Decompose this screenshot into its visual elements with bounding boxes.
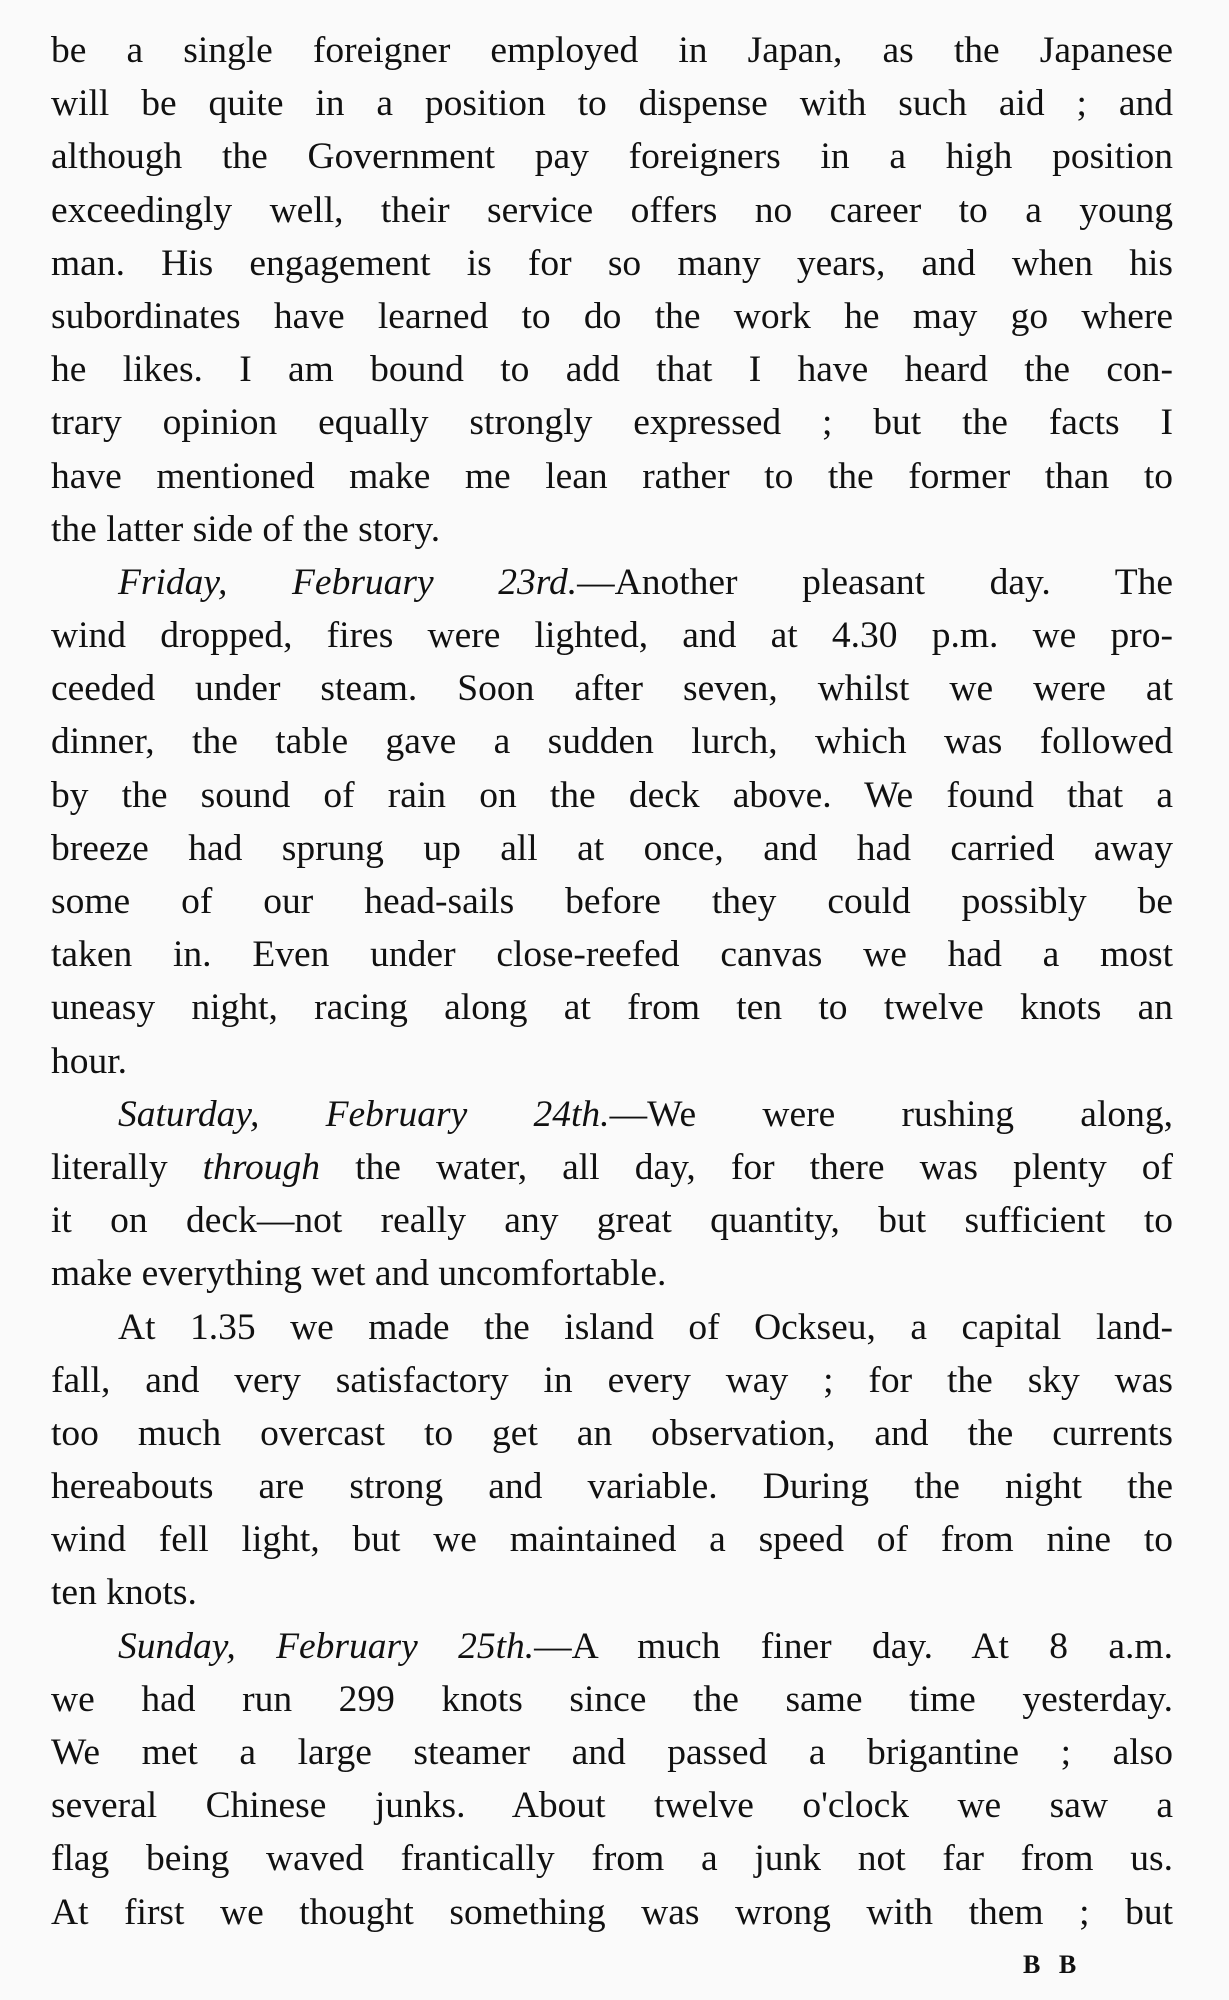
line-text: wind fell light, but we maintained a speed of from nine to	[51, 1519, 1173, 1561]
line-text: dinner, the table gave a sudden lurch, which was followed	[51, 721, 1173, 763]
text-line	[51, 24, 1173, 77]
line-text: hour.	[51, 1040, 128, 1082]
text-line	[51, 396, 1173, 449]
italic-text: Sunday, February 25th.	[118, 1625, 535, 1667]
text-line	[51, 343, 1173, 396]
line-text: man. His engagement is for so many years, and when his	[51, 242, 1173, 284]
line-text: At 1.35 we made the island of Ockseu, a capital land-	[118, 1306, 1173, 1348]
text-line	[51, 1354, 1173, 1407]
line-text: although the Government pay foreigners in a high position	[51, 136, 1173, 178]
line-text: taken in. Even under close-reefed canvas we had a most	[51, 934, 1173, 976]
text-line	[51, 556, 1173, 609]
italic-text: Friday, February 23rd.	[118, 561, 578, 603]
line-text: flag being waved frantically from a junk not far from us.	[51, 1838, 1173, 1880]
text-line	[51, 1726, 1173, 1779]
text-line	[51, 1088, 1173, 1141]
line-text: —Another pleasant day. The	[577, 561, 1173, 603]
text-line	[51, 715, 1173, 768]
text-line	[51, 1620, 1173, 1673]
text-line	[51, 237, 1173, 290]
italic-text: Saturday, February 24th.	[118, 1093, 610, 1135]
line-text: At first we thought something was wrong with them ; but	[51, 1891, 1173, 1933]
line-text: it on deck—not really any great quantity, but sufficient to	[51, 1200, 1173, 1242]
text-line	[51, 1832, 1173, 1885]
text-line	[51, 875, 1173, 928]
line-text: —We were rushing along,	[609, 1093, 1173, 1135]
line-text: by the sound of rain on the deck above. We found that a	[51, 774, 1173, 816]
line-text: exceedingly well, their service offers no career to a young	[51, 189, 1173, 231]
line-text: some of our head-sails before they could possibly be	[51, 881, 1173, 922]
text-line	[51, 769, 1173, 822]
text-line	[51, 1886, 1173, 1939]
line-text: We met a large steamer and passed a brigantine ; also	[51, 1732, 1173, 1773]
line-text: be a single foreigner employed in Japan, as the Japanese	[51, 30, 1173, 71]
line-text: ten knots.	[51, 1572, 197, 1614]
line-text: wind dropped, fires were lighted, and at 4.30 p.m. we pro-	[51, 615, 1173, 657]
text-line	[51, 77, 1173, 130]
line-text: subordinates have learned to do the work he may go where	[51, 295, 1173, 337]
line-text: trary opinion equally strongly expressed ; but the facts I	[51, 402, 1173, 444]
text-line	[51, 822, 1173, 875]
text-line	[51, 1301, 1173, 1354]
line-text: fall, and very satisfactory in every way ; for the sky was	[51, 1359, 1173, 1401]
line-text: will be quite in a position to dispense with such aid ; and	[51, 83, 1173, 125]
text-line	[51, 1194, 1173, 1247]
text-line	[51, 1247, 1173, 1300]
text-line	[51, 1673, 1173, 1726]
text-line	[51, 981, 1173, 1034]
text-line	[51, 1779, 1173, 1832]
text-line	[51, 130, 1173, 183]
line-text: the water, all day, for there was plenty of	[320, 1146, 1173, 1188]
text-line	[51, 1141, 1173, 1194]
line-text: several Chinese junks. About twelve o'clock we saw a	[51, 1785, 1173, 1827]
line-text: breeze had sprung up all at once, and had carried away	[51, 827, 1173, 869]
text-line	[51, 503, 1173, 556]
line-text: the latter side of the story.	[51, 508, 441, 550]
italic-text: through	[202, 1146, 321, 1188]
line-text: ceeded under steam. Soon after seven, whilst we were at	[51, 668, 1173, 710]
line-text: —A much finer day. At 8 a.m.	[534, 1625, 1173, 1667]
line-text: he likes. I am bound to add that I have heard the con-	[51, 349, 1173, 391]
text-line	[51, 1566, 1173, 1619]
text-line	[51, 184, 1173, 237]
line-text: too much overcast to get an observation, and the currents	[51, 1412, 1173, 1454]
text-line	[51, 1513, 1173, 1566]
line-text: make everything wet and uncomfortable.	[51, 1253, 667, 1295]
text-line	[51, 1460, 1173, 1513]
text-line	[51, 609, 1173, 662]
line-text: have mentioned make me lean rather to the former than to	[51, 455, 1173, 497]
text-line	[51, 928, 1173, 981]
page-body	[51, 24, 1173, 1939]
text-line	[51, 1407, 1173, 1460]
line-text: literally	[51, 1146, 203, 1188]
text-line	[51, 290, 1173, 343]
line-text: hereabouts are strong and variable. During the night the	[51, 1466, 1173, 1508]
text-line	[51, 662, 1173, 715]
text-line	[51, 450, 1173, 503]
signature-mark: B B	[1023, 1950, 1083, 1979]
text-line	[51, 1035, 1173, 1088]
line-text: uneasy night, racing along at from ten to twelve knots an	[51, 987, 1173, 1029]
line-text: we had run 299 knots since the same time yesterday.	[51, 1678, 1173, 1720]
